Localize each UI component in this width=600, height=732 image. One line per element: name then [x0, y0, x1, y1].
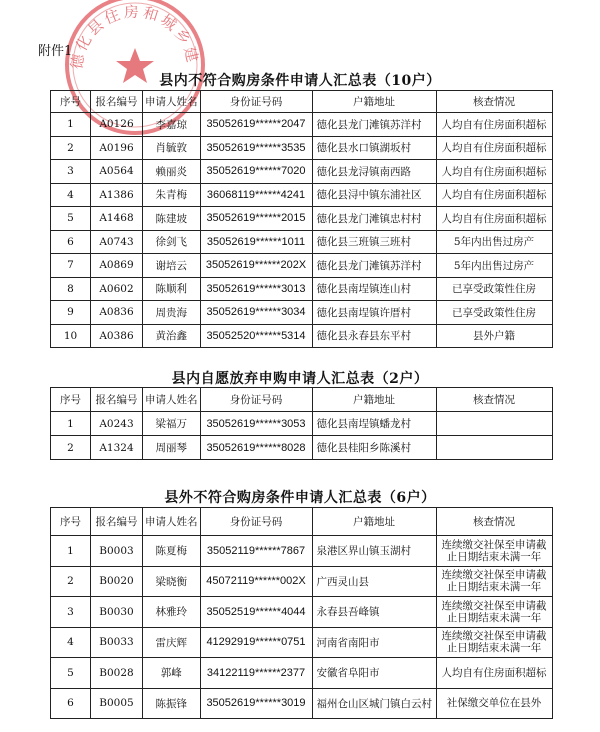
- table2-body: [51, 412, 553, 460]
- id-number: 35052619******3019: [200, 688, 312, 719]
- household-address: 广西灵山县: [312, 566, 436, 597]
- row-number: 4: [51, 627, 91, 658]
- row-number: 1: [51, 113, 91, 137]
- applicant-name: 梁晓衡: [143, 566, 201, 597]
- row-number: 3: [51, 597, 91, 628]
- review-result: 已享受政策性住房: [436, 277, 552, 301]
- id-number: 36068119******4241: [200, 183, 312, 207]
- col-header-result: 核查情况: [436, 91, 552, 113]
- attachment-label: 附件1: [38, 44, 73, 59]
- review-result: [436, 412, 552, 436]
- table2-title: 县内自愿放弃申购申请人汇总表（2户）: [171, 371, 429, 387]
- table-row: [51, 436, 553, 460]
- id-number: 35052619******3535: [200, 136, 312, 160]
- row-number: 4: [51, 183, 91, 207]
- table1-header-row: [51, 91, 553, 113]
- col-header-name: 申请人姓名: [143, 91, 201, 113]
- table-row: [51, 183, 553, 207]
- applicant-name: 林雅玲: [143, 597, 201, 628]
- row-number: 1: [51, 412, 91, 436]
- registration-code: B0028: [91, 658, 143, 689]
- applicant-name: 陈夏梅: [143, 536, 201, 567]
- review-result: 连续缴交社保至申请截止日期结束未满一年: [436, 627, 552, 658]
- row-number: 3: [51, 160, 91, 184]
- registration-code: A0243: [91, 412, 143, 436]
- table-row: [51, 230, 553, 254]
- household-address: 泉港区界山镇玉湖村: [312, 536, 436, 567]
- registration-code: A0869: [91, 254, 143, 278]
- table3-body: [51, 536, 553, 719]
- applicant-name: 赖丽炎: [143, 160, 201, 184]
- registration-code: B0033: [91, 627, 143, 658]
- row-number: 2: [51, 136, 91, 160]
- applicant-name: 陈顺利: [143, 277, 201, 301]
- review-result: 人均自有住房面积超标: [436, 113, 552, 137]
- registration-code: A1324: [91, 436, 143, 460]
- table-row: [51, 658, 553, 689]
- household-address: 德化县龙门滩镇忠村村: [312, 207, 436, 231]
- registration-code: A0386: [91, 324, 143, 348]
- table-row: [51, 136, 553, 160]
- table-row: [51, 277, 553, 301]
- applicant-name: 周丽琴: [143, 436, 201, 460]
- row-number: 6: [51, 688, 91, 719]
- registration-code: B0003: [91, 536, 143, 567]
- applicant-name: 徐剑飞: [143, 230, 201, 254]
- id-number: 35052619******1011: [200, 230, 312, 254]
- col-header-id: 身份证号码: [200, 91, 312, 113]
- id-number: 35052619******3053: [200, 412, 312, 436]
- col-header-no: 序号: [51, 388, 91, 412]
- id-number: 35052619******7020: [200, 160, 312, 184]
- id-number: 35052619******2015: [200, 207, 312, 231]
- registration-code: A0836: [91, 301, 143, 325]
- col-header-no: 序号: [51, 508, 91, 536]
- table-row: [51, 627, 553, 658]
- review-result: 5年内出售过房产: [436, 230, 552, 254]
- review-result: 连续缴交社保至申请截止日期结束未满一年: [436, 566, 552, 597]
- row-number: 1: [51, 536, 91, 567]
- household-address: 德化县龙浔镇南西路: [312, 160, 436, 184]
- registration-code: A0126: [91, 113, 143, 137]
- id-number: 35052520******5314: [200, 324, 312, 348]
- household-address: 河南省南阳市: [312, 627, 436, 658]
- row-number: 9: [51, 301, 91, 325]
- review-result: 连续缴交社保至申请截止日期结束未满一年: [436, 536, 552, 567]
- col-header-name: 申请人姓名: [143, 508, 201, 536]
- household-address: 德化县永春县东平村: [312, 324, 436, 348]
- table-row: [51, 301, 553, 325]
- seal-text: 德化县住房和城乡建: [67, 2, 203, 71]
- id-number: 35052619******2047: [200, 113, 312, 137]
- registration-code: A0602: [91, 277, 143, 301]
- table1-title: 县内不符合购房条件申请人汇总表（10户）: [159, 73, 441, 89]
- row-number: 10: [51, 324, 91, 348]
- table-row: [51, 160, 553, 184]
- applicant-name: 肖毓敦: [143, 136, 201, 160]
- review-result: 人均自有住房面积超标: [436, 136, 552, 160]
- id-number: 35052619******202X: [200, 254, 312, 278]
- row-number: 6: [51, 230, 91, 254]
- id-number: 35052119******7867: [200, 536, 312, 567]
- household-address: 德化县水口镇湖坂村: [312, 136, 436, 160]
- col-header-id: 身份证号码: [200, 508, 312, 536]
- household-address: 安徽省阜阳市: [312, 658, 436, 689]
- id-number: 34122119******2377: [200, 658, 312, 689]
- review-result: 人均自有住房面积超标: [436, 160, 552, 184]
- table-row: [51, 412, 553, 436]
- col-header-address: 户籍地址: [312, 508, 436, 536]
- applicant-name: 郭峰: [143, 658, 201, 689]
- registration-code: A1468: [91, 207, 143, 231]
- applicant-name: 黄治鑫: [143, 324, 201, 348]
- table2-header-row: [51, 388, 553, 412]
- col-header-code: 报名编号: [91, 508, 143, 536]
- id-number: 35052519******4044: [200, 597, 312, 628]
- table3: [50, 507, 553, 719]
- household-address: 德化县龙门滩镇苏洋村: [312, 254, 436, 278]
- applicant-name: 陈建坡: [143, 207, 201, 231]
- review-result: 5年内出售过房产: [436, 254, 552, 278]
- registration-code: A0564: [91, 160, 143, 184]
- row-number: 8: [51, 277, 91, 301]
- table3-header-row: [51, 508, 553, 536]
- review-result: 人均自有住房面积超标: [436, 658, 552, 689]
- table3-title: 县外不符合购房条件申请人汇总表（6户）: [164, 490, 436, 506]
- applicant-name: 梁福万: [143, 412, 201, 436]
- registration-code: B0005: [91, 688, 143, 719]
- applicant-name: 谢培云: [143, 254, 201, 278]
- table-row: [51, 597, 553, 628]
- col-header-name: 申请人姓名: [143, 388, 201, 412]
- id-number: 35052619******3013: [200, 277, 312, 301]
- table-row: [51, 566, 553, 597]
- table-row: [51, 254, 553, 278]
- household-address: 德化县桂阳乡陈溪村: [312, 436, 436, 460]
- col-header-address: 户籍地址: [312, 388, 436, 412]
- household-address: 德化县南埕镇许厝村: [312, 301, 436, 325]
- col-header-code: 报名编号: [91, 388, 143, 412]
- registration-code: B0030: [91, 597, 143, 628]
- household-address: 福州仓山区城门镇白云村: [312, 688, 436, 719]
- applicant-name: 雷庆辉: [143, 627, 201, 658]
- id-number: 35052619******3034: [200, 301, 312, 325]
- review-result: 人均自有住房面积超标: [436, 183, 552, 207]
- household-address: 德化县南埕镇连山村: [312, 277, 436, 301]
- table-row: [51, 113, 553, 137]
- col-header-code: 报名编号: [91, 91, 143, 113]
- household-address: 德化县浔中镇东浦社区: [312, 183, 436, 207]
- table1: [50, 90, 553, 348]
- household-address: 德化县龙门滩镇苏洋村: [312, 113, 436, 137]
- review-result: [436, 436, 552, 460]
- row-number: 2: [51, 566, 91, 597]
- id-number: 35052619******8028: [200, 436, 312, 460]
- col-header-id: 身份证号码: [200, 388, 312, 412]
- id-number: 41292919******0751: [200, 627, 312, 658]
- applicant-name: 陈振锋: [143, 688, 201, 719]
- household-address: 德化县三班镇三班村: [312, 230, 436, 254]
- table1-body: [51, 113, 553, 348]
- col-header-result: 核查情况: [436, 508, 552, 536]
- table-row: [51, 536, 553, 567]
- col-header-result: 核查情况: [436, 388, 552, 412]
- table-row: [51, 324, 553, 348]
- review-result: 已享受政策性住房: [436, 301, 552, 325]
- table2: [50, 387, 553, 460]
- applicant-name: 李嘉琼: [143, 113, 201, 137]
- registration-code: A0196: [91, 136, 143, 160]
- applicant-name: 朱青梅: [143, 183, 201, 207]
- table-row: [51, 207, 553, 231]
- row-number: 2: [51, 436, 91, 460]
- review-result: 连续缴交社保至申请截止日期结束未满一年: [436, 597, 552, 628]
- review-result: 人均自有住房面积超标: [436, 207, 552, 231]
- registration-code: A1386: [91, 183, 143, 207]
- registration-code: B0020: [91, 566, 143, 597]
- id-number: 45072119******002X: [200, 566, 312, 597]
- household-address: 永春县吾峰镇: [312, 597, 436, 628]
- review-result: 社保缴交单位在县外: [436, 688, 552, 719]
- table-row: [51, 688, 553, 719]
- review-result: 县外户籍: [436, 324, 552, 348]
- row-number: 7: [51, 254, 91, 278]
- row-number: 5: [51, 207, 91, 231]
- col-header-address: 户籍地址: [312, 91, 436, 113]
- registration-code: A0743: [91, 230, 143, 254]
- col-header-no: 序号: [51, 91, 91, 113]
- household-address: 德化县南埕镇蟠龙村: [312, 412, 436, 436]
- applicant-name: 周贵海: [143, 301, 201, 325]
- row-number: 5: [51, 658, 91, 689]
